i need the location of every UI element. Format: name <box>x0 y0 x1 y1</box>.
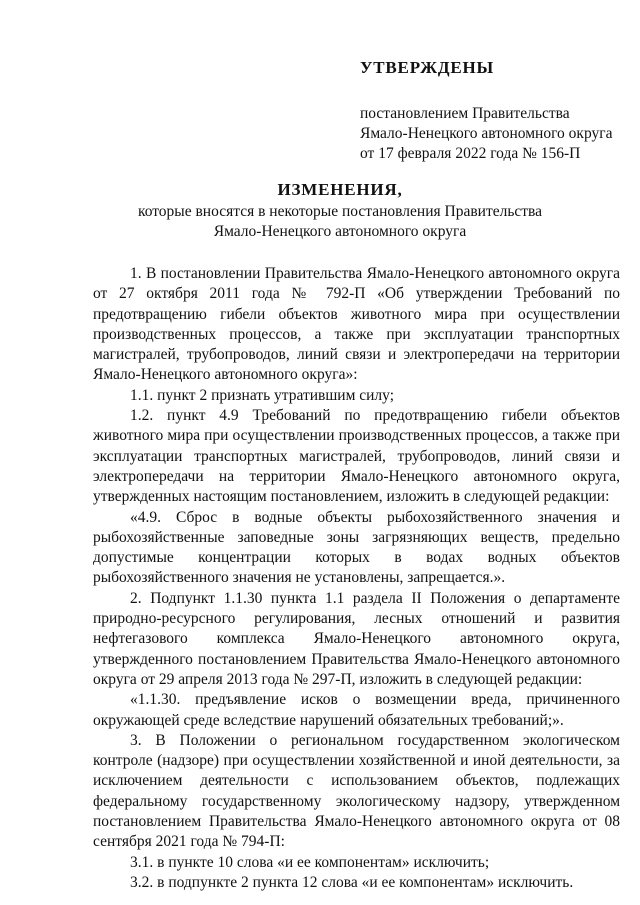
document-body <box>93 264 620 893</box>
approval-title: УТВЕРЖДЕНЫ <box>360 58 495 77</box>
document-subtitle-line-1: которые вносятся в некоторые постановления Правительства <box>137 203 543 220</box>
paragraph-3-2: 3.2. в подпункте 2 пункта 12 слова «и ее компонентам» исключить. <box>130 873 574 891</box>
document-subtitle-line-2: Ямало-Ненецкого автономного округа <box>213 223 467 240</box>
approval-line-region: Ямало-Ненецкого автономного округа <box>360 125 613 142</box>
paragraph-3: 3. В Положении о региональном государственном экологическом контроле (надзоре) при осуществлении хозяйственной и иной деятельности, за исключением деятельности с использованием объектов, подлежащих федеральному государственному экологическому надзору, утвержденном постановлением Правительства Ямало-Ненецкого автономного округа от 08 сентября 2021 года № 794-П: <box>93 731 620 851</box>
paragraph-4-9-quote: «4.9. Сброс в водные объекты рыбохозяйственного значения и рыбохозяйственные заповедные зоны загрязняющих веществ, предельно допустимые концентрации которых в водах водных объектов рыбохозяйственного значения не установлены, запрещается.». <box>93 508 620 587</box>
paragraph-3-1: 3.1. в пункте 10 слова «и ее компонентам» исключить; <box>130 853 490 871</box>
approval-line-date: от 17 февраля 2022 года № 156-П <box>360 145 581 162</box>
paragraph-1: 1. В постановлении Правительства Ямало-Ненецкого автономного округа от 27 октября 2011 года № 792-П «Об утверждении Требований по предотвращению гибели объектов животного мира при осуществлении производственных процессов, а также при эксплуатации транспортных магистралей, трубопроводов, линий связи и электропередачи на территории Ямало-Ненецкого автономного округа»: <box>93 265 620 384</box>
paragraph-1-1: 1.1. пункт 2 признать утратившим силу; <box>130 386 395 404</box>
document-heading <box>60 180 620 242</box>
paragraph-2: 2. Подпункт 1.1.30 пункта 1.1 раздела II Положения о департаменте природно-ресурсного регулирования, лесных отношений и развития нефтегазового комплекса Ямало-Ненецкого автономного округа, утвержденного постановлением Правительства Ямало-Ненецкого автономного округа от 29 апреля 2013 года № 297-П, изложить в следующей редакции: <box>93 589 620 688</box>
paragraph-1-1-30-quote: «1.1.30. предъявление исков о возмещении вреда, причиненного окружающей среде вследствие нарушений обязательных требований;». <box>93 691 620 729</box>
paragraph-1-2: 1.2. пункт 4.9 Требований по предотвращению гибели объектов животного мира при осуществлении производственных процессов, а также при эксплуатации транспортных магистралей, трубопроводов, линий связи и электропередачи на территории Ямало-Ненецкого автономного округа, утвержденных настоящим постановлением, изложить в следующей редакции: <box>93 407 620 506</box>
approval-block <box>360 58 620 164</box>
approval-line-resolution: постановлением Правительства <box>360 105 570 122</box>
document-title: ИЗМЕНЕНИЯ, <box>277 180 403 199</box>
